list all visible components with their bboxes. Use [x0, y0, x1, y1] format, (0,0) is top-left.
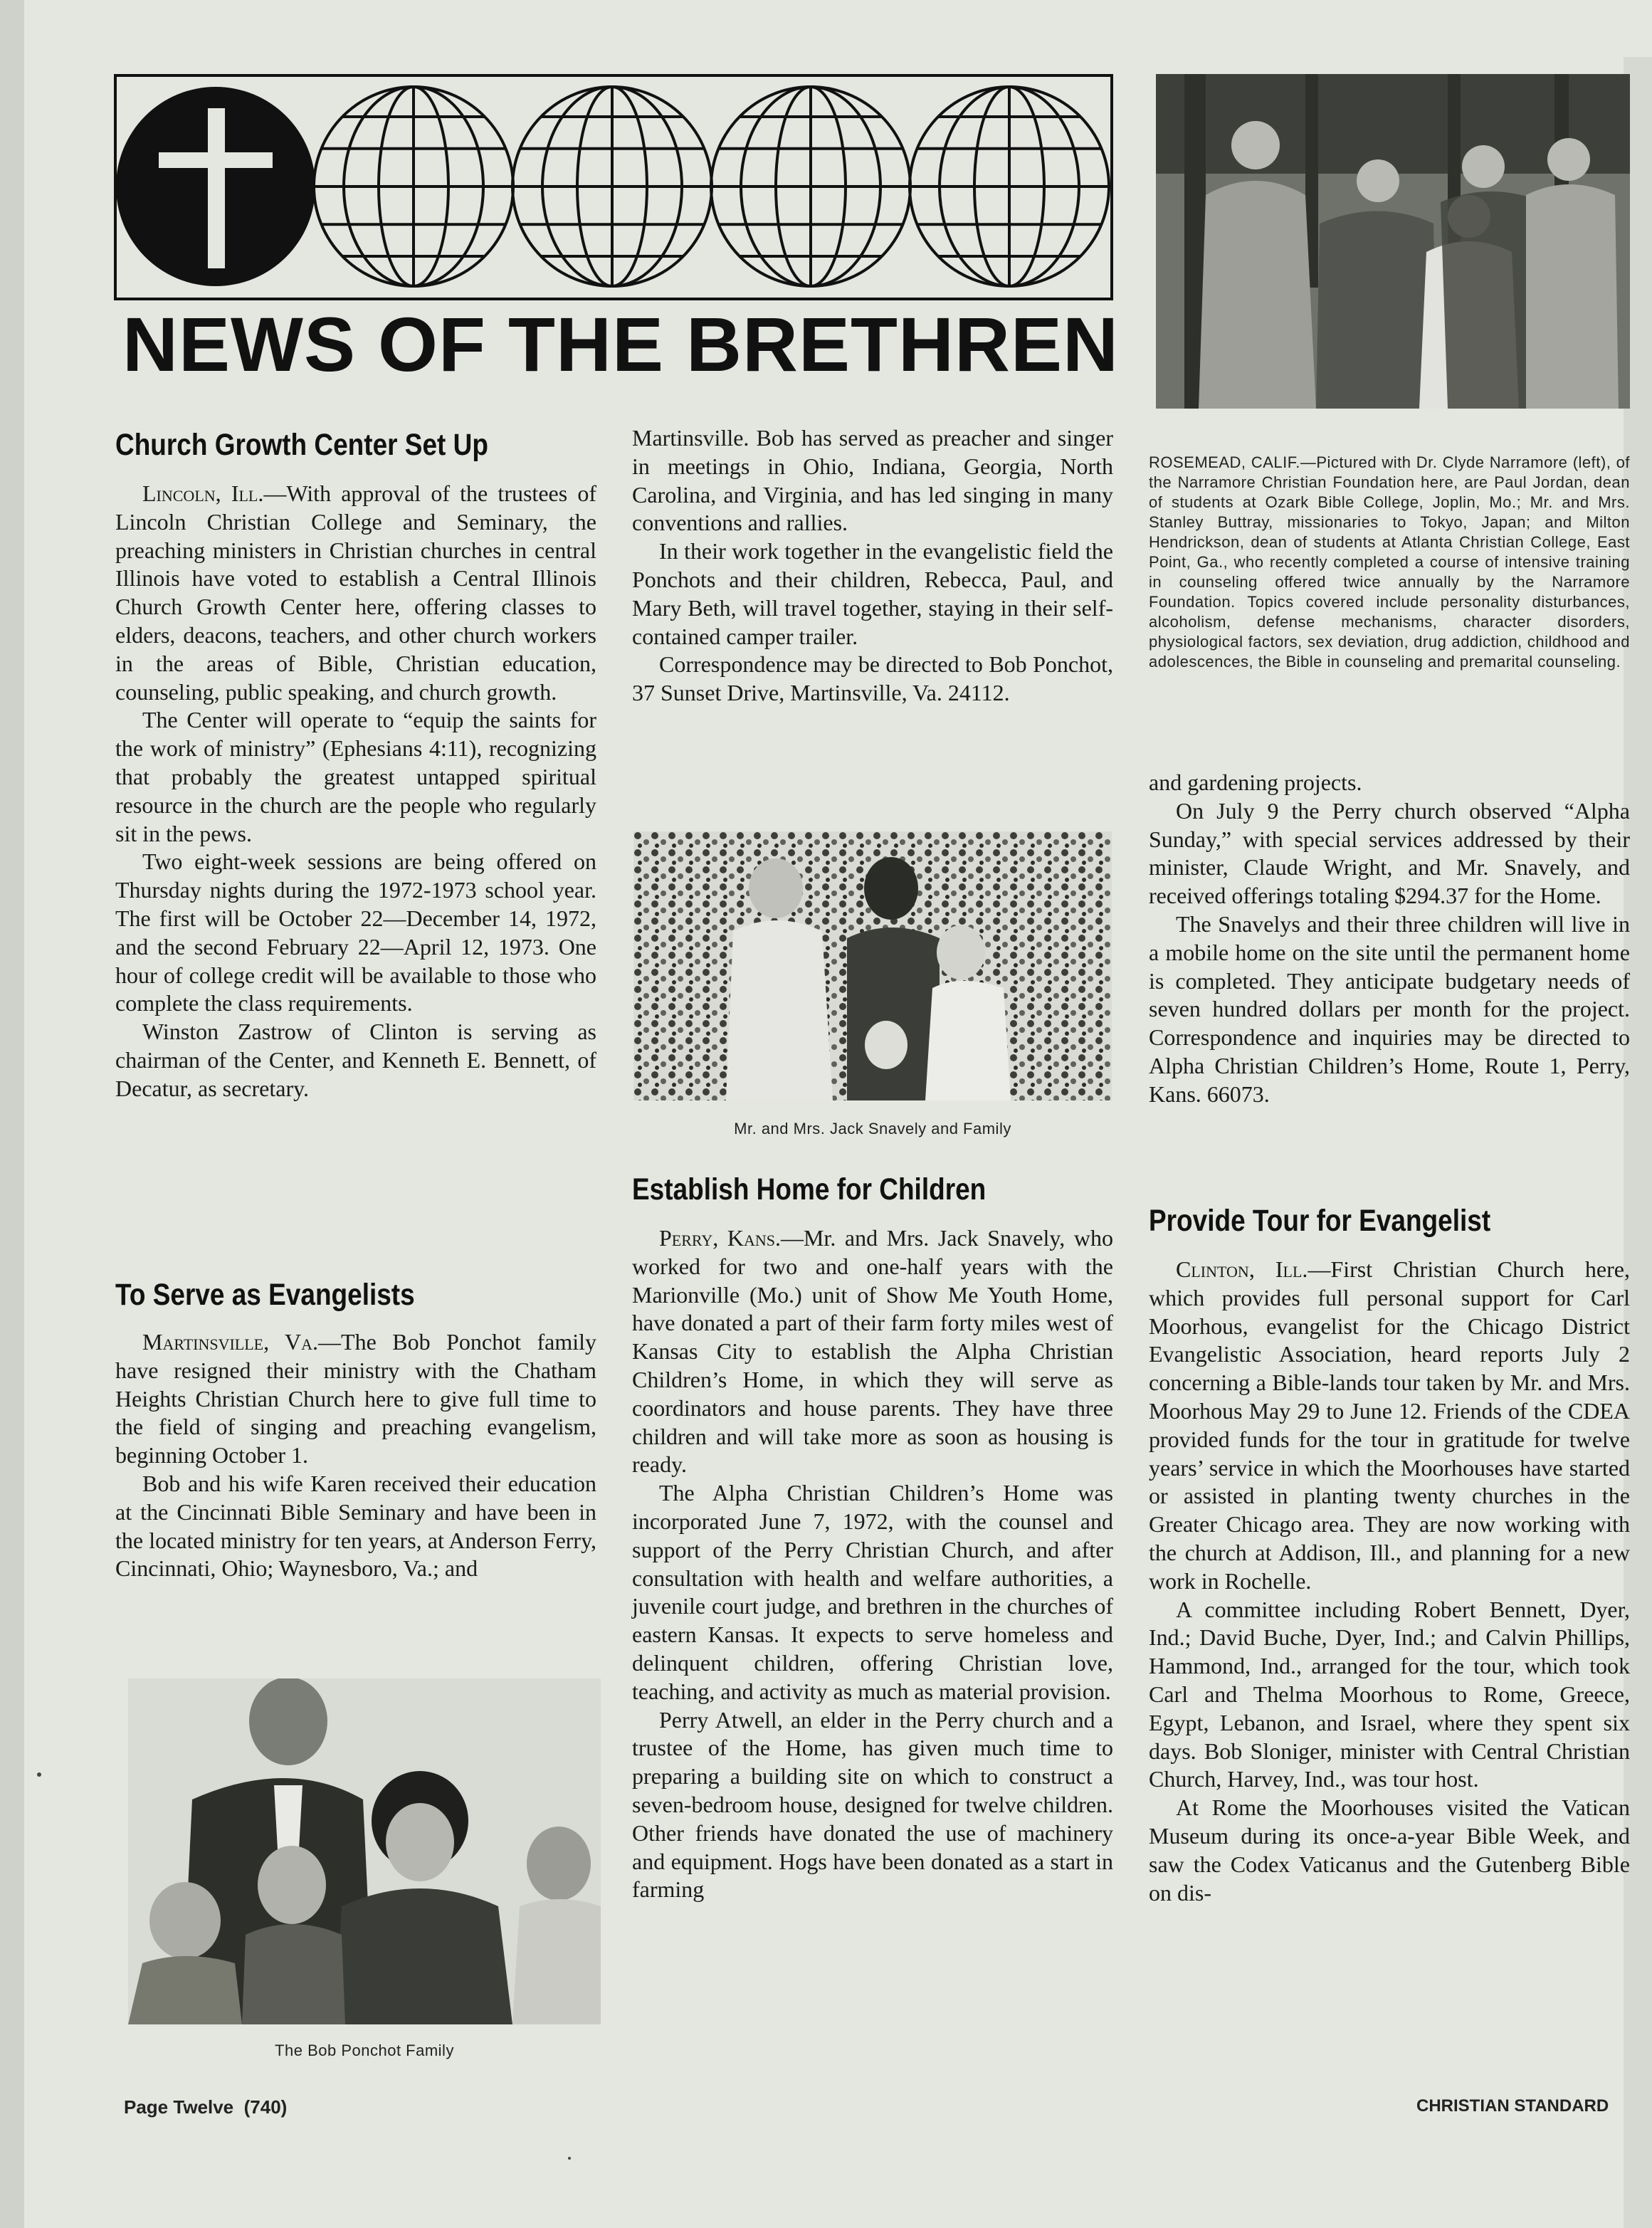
- article-paragraph: Correspondence may be directed to Bob Ponchot, 37 Sunset Drive, Martinsville, Va. 24112.: [632, 651, 1113, 706]
- cross-icon: [116, 87, 315, 286]
- article-paragraph: The Alpha Christian Children’s Home was incorporated June 7, 1972, with the counsel and support of the Perry Christian Church, and after consultation with health and welfare authorities, a juvenile court judge, and brethren in the churches of eastern Kansas. It expects to serve homeless and delinquent children, offering Christian love, teaching, and activity as much as material provision.: [632, 1480, 1113, 1704]
- snavely-caption: Mr. and Mrs. Jack Snavely and Family: [734, 1120, 1011, 1137]
- article-tour: [1149, 1202, 1630, 1907]
- article-paragraph: Winston Zastrow of Clinton is serving as chairman of the Center, and Kenneth E. Bennett, of Decatur, as secretary.: [115, 1019, 596, 1101]
- globe-icon: [314, 87, 513, 286]
- ponchot-family-photo: [128, 1678, 601, 2024]
- article-paragraph: The Center will operate to “equip the saints for the work of ministry” (Ephesians 4:11), recognizing that probably the greatest untapped spiritual resource in the church are the people who regularly sit in the pews.: [115, 707, 596, 846]
- globe-icon: [910, 87, 1109, 286]
- snavely-family-photo: [633, 831, 1112, 1100]
- article-evangelists-continued: [632, 424, 1113, 708]
- article-paragraph: Perry Atwell, an elder in the Perry church and a trustee of the Home, has given much time to preparing a building site on which to construct a seven-bedroom house, designed for twelve children. Other friends have donated the use of machinery and equipment. Hogs have been donated as a start in farming: [632, 1706, 1113, 1903]
- article-paragraph: Perry, Kans.—Mr. and Mrs. Jack Snavely, who worked for two and one-half years with the Marionville (Mo.) unit of Show Me Youth Home, have donated a part of their farm forty miles west of Kansas City to establish the Alpha Christian Children’s Home, in which they will serve as coordinators and house parents. They have three children and will take more as soon as housing is ready.: [632, 1225, 1113, 1478]
- article-paragraph: On July 9 the Perry church observed “Alpha Sunday,” with special services addressed by their minister, Claude Wright, and Mr. Snavely, and received offerings totaling $294.37 for the Home.: [1149, 797, 1630, 909]
- globe-icon: [711, 87, 910, 286]
- article-body: [115, 1328, 596, 1583]
- article-church-growth: [115, 426, 596, 1103]
- page-title: NEWS OF THE BRETHREN: [122, 301, 1120, 387]
- article-paragraph: Bob and his wife Karen received their education at the Cincinnati Bible Seminary and have been in the located ministry for ten years, at Anderson Ferry, Cincinnati, Ohio; Waynesboro, Va.; and: [115, 1470, 596, 1582]
- page-footer-left: [124, 2096, 287, 2118]
- article-paragraph: Two eight-week sessions are being offered on Thursday nights during the 1972-1973 school year. The first will be October 22—December 14, 1972, and the second February 22—April 12, 1973. One hour of college credit will be available to those who complete the class requirements.: [115, 848, 596, 1016]
- page-number: (740): [243, 2096, 288, 2118]
- masthead-banner: [114, 74, 1113, 300]
- article-body: [632, 424, 1113, 708]
- article-paragraph: and gardening projects.: [1149, 769, 1362, 795]
- scan-speck: [568, 2157, 571, 2160]
- globe-icon: [512, 87, 712, 286]
- article-paragraph: Lincoln, Ill.—With approval of the trustees of Lincoln Christian College and Seminary, the preaching ministers in Christian churches in central Illinois have voted to establish a Central Illinois Church Growth Center here, offering classes to elders, deacons, teachers, and other church workers in the areas of Bible, Christian education, counseling, public speaking, and church growth.: [115, 480, 597, 705]
- article-body: [632, 1224, 1113, 1904]
- article-body: [1149, 769, 1630, 1109]
- article-heading: To Serve as Evangelists: [115, 1278, 415, 1312]
- article-evangelists: [115, 1276, 596, 1583]
- scan-border-left: [0, 0, 24, 2228]
- scan-speck: [37, 1772, 41, 1777]
- article-paragraph: At Rome the Moorhouses visited the Vatican Museum during its once-a-year Bible Week, and saw the Codex Vaticanus and the Gutenberg Bible on dis-: [1149, 1795, 1630, 1906]
- rosemead-caption: ROSEMEAD, CALIF.—Pictured with Dr. Clyde Narramore (left), of the Narramore Christian Foundation here, are Paul Jordan, dean of students at Ozark Bible College, Joplin, Mo.; Mr. and Mrs. Stanley Buttray, missionaries to Tokyo, Japan; and Milton Hendrickson, dean of students at Atlanta Christian College, East Point, Ga., who recently completed a course of intensive training in counseling offered twice annually by the Narramore Foundation. Topics covered include personality disturbances, alcoholism, defense mechanisms, character disorders, physiological factors, sex deviation, drug addiction, childhood and adolescences, the Bible in counseling and premarital counseling.: [1149, 453, 1630, 671]
- article-paragraph: The Snavelys and their three children will live in a mobile home on the site until the permanent home is completed. They anticipate budgetary needs of seven hundred dollars per month for the project. Correspondence and inquiries may be directed to Alpha Christian Children’s Home, Route 1, Perry, Kans. 66073.: [1149, 910, 1630, 1107]
- article-home-children-continued: [1149, 769, 1630, 1109]
- masthead-graphic: [114, 74, 1113, 300]
- publication-name: CHRISTIAN STANDARD: [1416, 2096, 1609, 2116]
- article-heading: Establish Home for Children: [632, 1172, 987, 1207]
- narramore-group-photo: [1156, 74, 1630, 409]
- ponchot-caption: The Bob Ponchot Family: [275, 2042, 454, 2059]
- article-heading: Church Growth Center Set Up: [115, 428, 488, 462]
- article-paragraph: Martinsville. Bob has served as preacher and singer in meetings in Ohio, Indiana, Georgia, North Carolina, and Virginia, and has led singing in many conventions and rallies.: [632, 425, 1113, 536]
- article-home-children: [632, 1170, 1113, 1904]
- article-paragraph: A committee including Robert Bennett, Dyer, Ind.; David Buche, Dyer, Ind.; and Calvin Phillips, Hammond, Ind., arranged for the tour, which took Carl and Thelma Moorhous to Rome, Greece, Egypt, Lebanon, and Israel, where they spent six days. Bob Sloniger, minister with Central Christian Church, Harvey, Ind., was tour host.: [1149, 1596, 1630, 1792]
- article-body: [115, 480, 596, 1103]
- page-label: Page Twelve: [124, 2096, 234, 2118]
- article-paragraph: In their work together in the evangelistic field the Ponchots and their children, Rebecca, Paul, and Mary Beth, will travel together, staying in their self-contained camper trailer.: [632, 538, 1113, 649]
- article-paragraph: Martinsville, Va.—The Bob Ponchot family have resigned their ministry with the Chatham Heights Christian Church here to give full time to the field of singing and preaching evangelism, beginning October 1.: [115, 1329, 597, 1468]
- article-body: [1149, 1256, 1630, 1907]
- article-heading: Provide Tour for Evangelist: [1149, 1204, 1491, 1238]
- article-paragraph: Clinton, Ill.—First Christian Church here, which provides full personal support for Carl Moorhous, evangelist for the Chicago District Evangelistic Association, heard reports July 2 concerning a Bible-lands tour taken by Mr. and Mrs. Moorhous May 29 to June 12. Friends of the CDEA provided funds for the tour in gratitude for twelve years’ service in which the Moorhouses have started or assisted in planting twenty churches in the Greater Chicago area. They are now working with the church at Addison, Ill., and planning for a new work in Rochelle.: [1149, 1256, 1630, 1594]
